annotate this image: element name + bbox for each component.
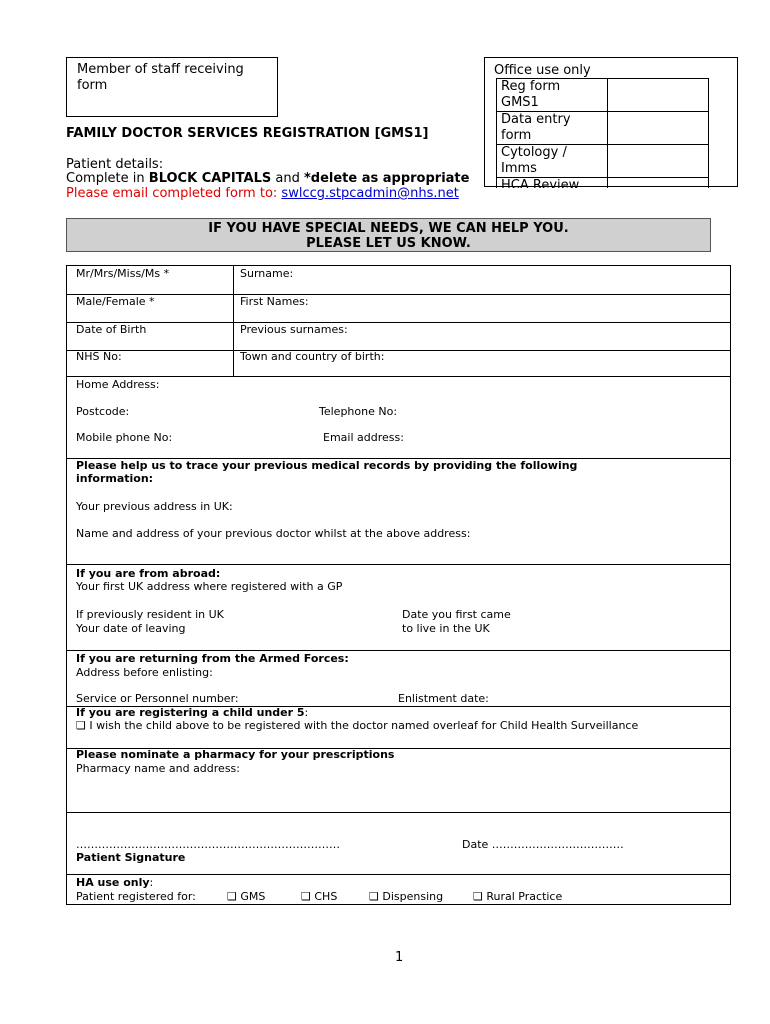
- trace-heading: Please help us to trace your previous medical records by providing the following: [76, 459, 578, 472]
- office-row: [497, 79, 709, 112]
- complete-in-text: Complete in: [66, 171, 149, 186]
- option-chs-label: CHS: [314, 890, 338, 903]
- option-chs[interactable]: [301, 890, 337, 904]
- row-divider: [67, 376, 730, 377]
- staff-receiving-line2: form: [77, 78, 108, 93]
- telephone-label: Telephone No:: [319, 405, 398, 418]
- surname-label: Surname:: [240, 267, 294, 280]
- home-address-label: Home Address:: [76, 378, 160, 391]
- nhs-no-label: NHS No:: [76, 350, 122, 363]
- date-came-label: Date you first came: [402, 608, 511, 621]
- office-row-value[interactable]: [608, 112, 709, 145]
- postcode-label: Postcode:: [76, 405, 130, 418]
- abroad-heading: If you are from abroad:: [76, 567, 221, 580]
- row-divider: [67, 322, 730, 323]
- child-colon: :: [304, 706, 309, 719]
- previous-address-label: Your previous address in UK:: [76, 500, 233, 513]
- option-gms[interactable]: [227, 890, 265, 904]
- trace-heading-2: information:: [76, 472, 154, 485]
- block-capitals-text: BLOCK CAPITALS: [148, 171, 272, 186]
- office-row-value[interactable]: [608, 145, 709, 178]
- row-divider: [67, 294, 730, 295]
- option-rural-practice[interactable]: [473, 890, 562, 904]
- dob-label: Date of Birth: [76, 323, 147, 336]
- title-label: Mr/Mrs/Miss/Ms *: [76, 267, 170, 280]
- previous-surnames-label: Previous surnames:: [240, 323, 348, 336]
- date-leaving-label: Your date of leaving: [76, 622, 186, 635]
- option-rural-label: Rural Practice: [486, 890, 563, 903]
- child-surveillance-option[interactable]: [76, 719, 638, 733]
- checkbox-icon[interactable]: ❑: [227, 890, 237, 903]
- checkbox-icon[interactable]: ❑: [76, 719, 86, 732]
- checkbox-icon[interactable]: ❑: [473, 890, 483, 903]
- office-row-label: Reg form: [501, 79, 561, 94]
- office-row-label-2: GMS1: [501, 95, 539, 110]
- checkbox-icon[interactable]: ❑: [301, 890, 311, 903]
- armed-forces-heading: If you are returning from the Armed Forces:: [76, 652, 349, 665]
- row-divider: [67, 564, 730, 565]
- row-divider: [67, 650, 730, 651]
- child-heading-line: [76, 706, 308, 720]
- form-title: FAMILY DOCTOR SERVICES REGISTRATION [GMS1]: [66, 126, 429, 141]
- email-prompt-text: Please email completed form to:: [66, 186, 282, 201]
- row-divider: [67, 812, 730, 813]
- office-row-value[interactable]: [608, 178, 709, 189]
- patient-details-label: Patient details:: [66, 157, 164, 172]
- enlistment-date-label: Enlistment date:: [398, 692, 489, 705]
- ha-use-line: [76, 876, 153, 890]
- checkbox-icon[interactable]: ❑: [369, 890, 379, 903]
- banner-line2: PLEASE LET US KNOW.: [306, 236, 471, 251]
- gender-label: Male/Female *: [76, 295, 155, 308]
- office-row: [497, 112, 709, 145]
- office-row-value[interactable]: [608, 79, 709, 112]
- and-text: and: [271, 171, 304, 186]
- banner-line1: IF YOU HAVE SPECIAL NEEDS, WE CAN HELP YOU.: [208, 221, 569, 236]
- previous-doctor-label: Name and address of your previous doctor whilst at the above address:: [76, 527, 471, 540]
- staff-receiving-box: [66, 57, 278, 117]
- option-gms-label: GMS: [240, 890, 266, 903]
- page-number: 1: [395, 950, 404, 965]
- office-row-label-2: form: [501, 128, 532, 143]
- prev-resident-label: If previously resident in UK: [76, 608, 224, 621]
- row-divider: [67, 874, 730, 875]
- pharmacy-heading: Please nominate a pharmacy for your prescriptions: [76, 748, 395, 761]
- email-link[interactable]: swlccg.stpcadmin@nhs.net: [281, 186, 459, 201]
- mobile-label: Mobile phone No:: [76, 431, 173, 444]
- child-wish-text: I wish the child above to be registered with the doctor named overleaf for Child Health Surveillance: [89, 719, 639, 732]
- option-dispensing-label: Dispensing: [382, 890, 444, 903]
- to-live-label: to live in the UK: [402, 622, 490, 635]
- ha-use-label: HA use only: [76, 876, 150, 889]
- option-dispensing[interactable]: [369, 890, 443, 904]
- email-instruction: [66, 186, 459, 201]
- patient-signature-label: Patient Signature: [76, 851, 186, 864]
- office-use-title: Office use only: [494, 63, 591, 78]
- pharmacy-name-label: Pharmacy name and address:: [76, 762, 240, 775]
- office-row: [497, 145, 709, 178]
- registration-form: [66, 265, 731, 905]
- address-before-label: Address before enlisting:: [76, 666, 213, 679]
- instructions-line: [66, 171, 469, 186]
- service-number-label: Service or Personnel number:: [76, 692, 239, 705]
- signature-dots: ………………………………………………………………: [76, 838, 340, 851]
- column-divider: [233, 266, 234, 376]
- office-use-table: [496, 78, 709, 188]
- date-field: Date ………………………………: [462, 838, 624, 851]
- office-use-box: [484, 57, 738, 187]
- office-row-label: HCA Review: [501, 178, 580, 188]
- ha-colon: :: [149, 876, 154, 889]
- patient-registered-label: Patient registered for:: [76, 890, 196, 903]
- office-row-label-2: Imms: [501, 161, 537, 176]
- special-needs-banner: [66, 218, 711, 252]
- town-country-label: Town and country of birth:: [240, 350, 385, 363]
- child-heading: If you are registering a child under 5: [76, 706, 305, 719]
- delete-note-text: *delete as appropriate: [303, 171, 470, 186]
- row-divider: [67, 350, 730, 351]
- email-label: Email address:: [323, 431, 404, 444]
- office-row-label: Data entry: [501, 112, 571, 127]
- first-uk-address-label: Your first UK address where registered with a GP: [76, 580, 343, 593]
- office-row: [497, 178, 709, 189]
- first-names-label: First Names:: [240, 295, 309, 308]
- office-row-label: Cytology /: [501, 145, 567, 160]
- staff-receiving-line1: Member of staff receiving: [77, 62, 244, 77]
